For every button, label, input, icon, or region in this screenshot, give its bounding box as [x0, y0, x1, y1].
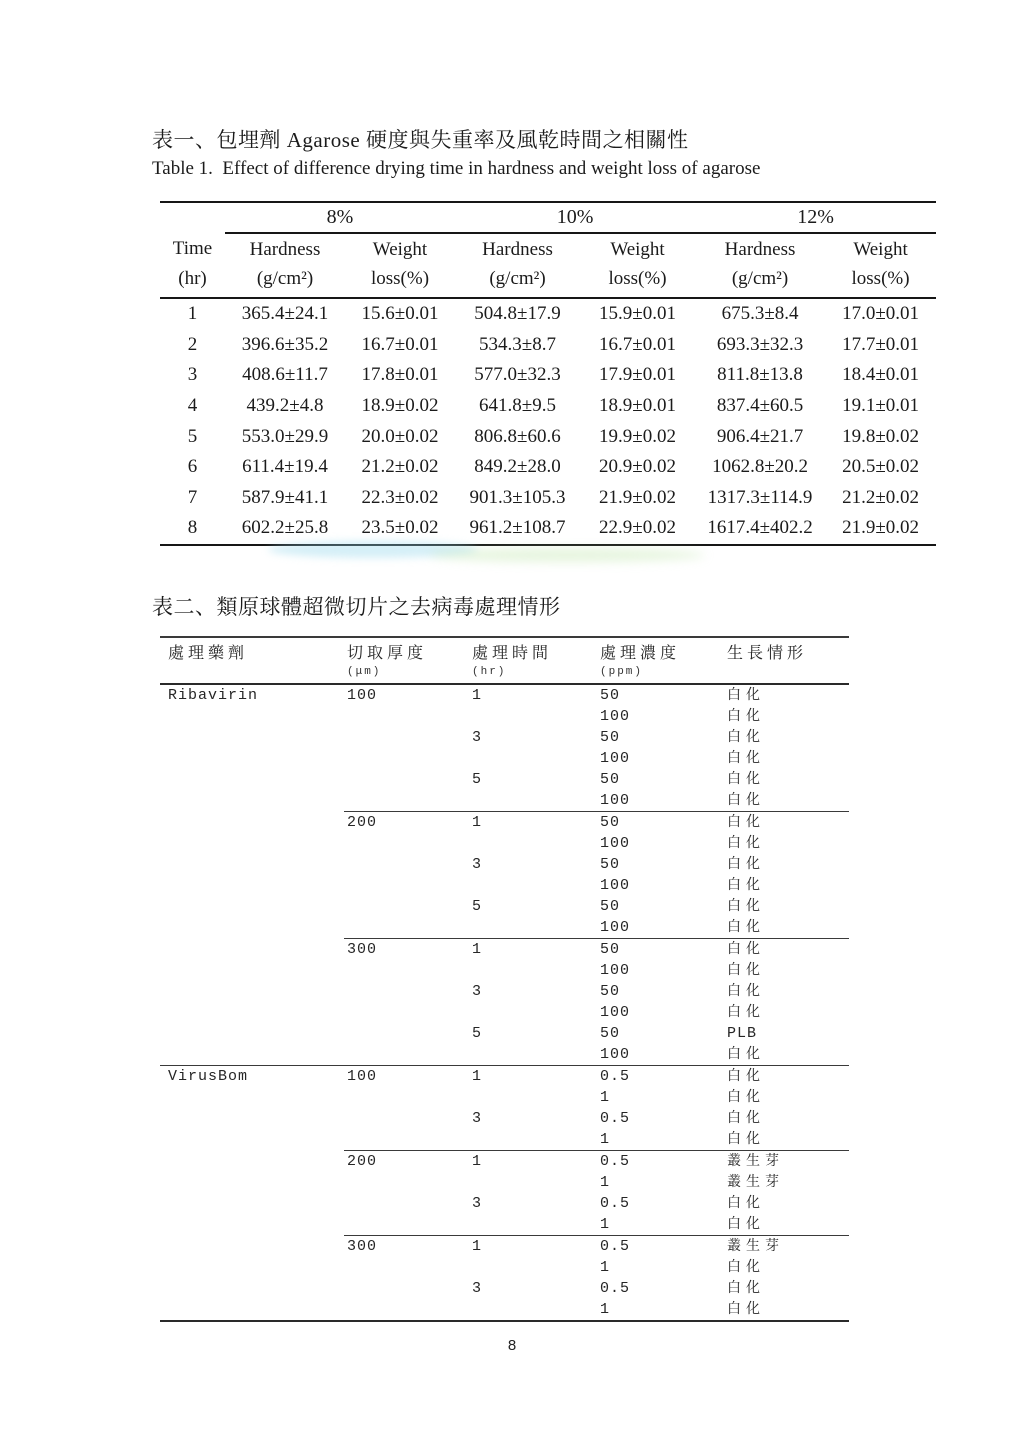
- cell: 白化: [727, 1047, 765, 1062]
- cell: 50: [597, 939, 724, 961]
- cell: 18.9±0.02: [361, 395, 439, 417]
- cell: 白化: [727, 1005, 765, 1020]
- cell: 白化: [727, 1090, 765, 1105]
- cell: 1: [600, 1216, 611, 1233]
- table-row: [160, 1236, 849, 1258]
- group-header-8pct: 8%: [225, 202, 455, 233]
- cell: 白化: [727, 1217, 765, 1232]
- cell: [469, 1129, 597, 1151]
- table-row: [160, 748, 849, 769]
- cell: 21.2±0.02: [361, 456, 439, 478]
- table-row: [160, 1002, 849, 1023]
- table-row: [160, 706, 849, 727]
- cell: 408.6±11.7: [242, 364, 328, 386]
- cell: 18.9±0.01: [599, 395, 676, 417]
- cell: [160, 1236, 344, 1258]
- table-row: [160, 939, 849, 961]
- cell: [344, 1087, 469, 1108]
- col-header-section-thickness: 切取厚度 (μm): [344, 637, 469, 684]
- cell: 19.9±0.02: [599, 425, 676, 447]
- cell: [344, 727, 469, 748]
- table-row: [160, 812, 849, 834]
- cell: PLB: [727, 1025, 758, 1042]
- cell: [469, 748, 597, 769]
- cell: 23.5±0.02: [361, 517, 439, 539]
- cell: [344, 1299, 469, 1321]
- cell: [160, 1044, 344, 1066]
- cell: [344, 833, 469, 854]
- cell: 白化: [724, 939, 849, 961]
- cell: [160, 1172, 344, 1193]
- cell: [160, 1257, 344, 1278]
- cell: 3: [472, 1195, 483, 1212]
- table1-caption-en: Table 1. Effect of difference drying time in hardness and weight loss of agarose: [152, 158, 761, 179]
- cell: 白化: [727, 899, 765, 914]
- cell: 365.4±24.1: [241, 303, 329, 325]
- cell: 675.3±8.4: [721, 303, 799, 325]
- table-row: [160, 790, 849, 812]
- cell: 1: [187, 303, 198, 325]
- cell: 1617.4±402.2: [707, 517, 813, 539]
- table-row: [160, 513, 936, 545]
- table1-column-header-row: [160, 233, 936, 298]
- cell: 1: [469, 939, 597, 961]
- cell: 837.4±60.5: [716, 395, 804, 417]
- cell: [469, 1087, 597, 1108]
- table1-group-header-row: [160, 202, 936, 233]
- cell: 100: [600, 750, 631, 767]
- cell: 300: [344, 939, 469, 961]
- cell: 3: [472, 1110, 483, 1127]
- table-row: [160, 1278, 849, 1299]
- cell: 白化: [727, 963, 765, 978]
- cell: 1: [469, 1236, 597, 1258]
- cell: 白化: [727, 1111, 765, 1126]
- table-row: [160, 1087, 849, 1108]
- cell: 534.3±8.7: [479, 333, 556, 355]
- cell: 19.1±0.01: [842, 395, 919, 417]
- table-row: [160, 1257, 849, 1278]
- cell: 20.0±0.02: [361, 425, 439, 447]
- cell: [344, 1002, 469, 1023]
- cell: [160, 854, 344, 875]
- cell: 5: [472, 1025, 483, 1042]
- cell: 1: [469, 1066, 597, 1088]
- cell: 100: [600, 919, 631, 936]
- col-header-weight-8: Weight loss(%): [345, 233, 455, 298]
- cell: [160, 748, 344, 769]
- table-row: [160, 1214, 849, 1236]
- cell: 587.9±41.1: [241, 486, 329, 508]
- cell: [469, 875, 597, 896]
- group-header-12pct: 12%: [695, 202, 936, 233]
- cell: [160, 939, 344, 961]
- cell: 白化: [727, 857, 765, 872]
- cell: 100: [347, 687, 378, 704]
- cell: 50: [600, 983, 621, 1000]
- cell: [160, 1193, 344, 1214]
- cell: [344, 769, 469, 790]
- cell: 3: [472, 983, 483, 1000]
- cell: [160, 727, 344, 748]
- cell: 100: [600, 877, 631, 894]
- cell: [344, 790, 469, 812]
- cell: 叢生芽: [727, 1175, 784, 1190]
- table2-body: [160, 684, 849, 1321]
- cell: [469, 1172, 597, 1193]
- cell: 21.9±0.02: [599, 486, 676, 508]
- cell: 50: [600, 898, 621, 915]
- cell: 100: [600, 1004, 631, 1021]
- cell: 白化: [727, 793, 765, 808]
- cell: [344, 706, 469, 727]
- table-row: [160, 298, 936, 330]
- table-row: [160, 684, 849, 706]
- cell: [160, 706, 344, 727]
- cell: 白化: [727, 709, 765, 724]
- cell: [160, 1002, 344, 1023]
- cell: [469, 833, 597, 854]
- cell: [344, 1257, 469, 1278]
- col-header-treatment-time: 處理時間 (hr): [469, 637, 597, 684]
- cell: 7: [187, 486, 198, 508]
- cell: 8: [187, 517, 198, 539]
- table-row: [160, 360, 936, 391]
- table-row: [160, 1023, 849, 1044]
- cell: 16.7±0.01: [361, 333, 439, 355]
- cell: 3: [472, 729, 483, 746]
- cell: [344, 854, 469, 875]
- cell: [160, 1214, 344, 1236]
- cell: 白化: [727, 730, 765, 745]
- cell: 17.9±0.01: [599, 364, 676, 386]
- cell: 白化: [727, 878, 765, 893]
- cell: 906.4±21.7: [716, 425, 804, 447]
- table-row: [160, 1108, 849, 1129]
- cell: 0.5: [597, 1236, 724, 1258]
- cell: [469, 1299, 597, 1321]
- cell: 19.8±0.02: [842, 425, 919, 447]
- cell: 21.2±0.02: [842, 486, 919, 508]
- table-row: [160, 875, 849, 896]
- cell: 5: [472, 771, 483, 788]
- cell: [160, 833, 344, 854]
- cell: 693.3±32.3: [716, 333, 804, 355]
- cell: [344, 1278, 469, 1299]
- cell: 1062.8±20.2: [712, 456, 808, 478]
- cell: 806.8±60.6: [474, 425, 561, 447]
- table-row: [160, 421, 936, 452]
- cell: [344, 917, 469, 939]
- table1-caption-zh: 表一、包埋劑 Agarose 硬度與失重率及風乾時間之相關性: [152, 128, 689, 152]
- cell: 白化: [727, 688, 765, 703]
- cell: [344, 896, 469, 917]
- cell: 0.5: [597, 1066, 724, 1088]
- table-row: [160, 483, 936, 514]
- cell: [160, 1023, 344, 1044]
- cell: 553.0±29.9: [241, 425, 329, 447]
- cell: 白化: [727, 920, 765, 935]
- cell: 1: [600, 1089, 611, 1106]
- cell: [160, 812, 344, 834]
- cell: [160, 1087, 344, 1108]
- cell: 白化: [727, 984, 765, 999]
- cell: 叢生芽: [724, 1151, 849, 1173]
- cell: 白化: [727, 1196, 765, 1211]
- cell: [160, 790, 344, 812]
- cell: 白化: [727, 751, 765, 766]
- cell: 18.4±0.01: [842, 364, 919, 386]
- scan-smudge-green: [430, 548, 705, 562]
- table-row: [160, 981, 849, 1002]
- cell: 0.5: [600, 1195, 631, 1212]
- table-row: [160, 854, 849, 875]
- cell: [344, 1023, 469, 1044]
- cell: 50: [597, 812, 724, 834]
- cell: 白化: [727, 1132, 765, 1147]
- cell: 17.7±0.01: [842, 333, 919, 355]
- cell: 白化: [727, 1302, 765, 1317]
- cell: [160, 981, 344, 1002]
- cell: 1: [469, 812, 597, 834]
- cell: [344, 1172, 469, 1193]
- cell: [469, 1214, 597, 1236]
- cell: 0.5: [600, 1110, 631, 1127]
- cell: 641.8±9.5: [479, 395, 556, 417]
- col-header-hardness-8: Hardness (g/cm²): [225, 233, 345, 298]
- cell: [469, 1044, 597, 1066]
- cell: [160, 1129, 344, 1151]
- cell: [344, 875, 469, 896]
- cell: 3: [472, 1280, 483, 1297]
- cell: 50: [600, 1025, 621, 1042]
- cell: 300: [344, 1236, 469, 1258]
- cell: 100: [600, 792, 631, 809]
- cell: 5: [187, 425, 198, 447]
- cell: VirusBom: [160, 1066, 344, 1088]
- cell: 901.3±105.3: [469, 486, 566, 508]
- group-header-10pct: 10%: [455, 202, 695, 233]
- cell: 100: [600, 835, 631, 852]
- cell: [469, 960, 597, 981]
- table-row: [160, 452, 936, 483]
- page-number: 8: [507, 1337, 517, 1354]
- cell: 17.8±0.01: [361, 364, 439, 386]
- cell: 961.2±108.7: [469, 517, 566, 539]
- col-header-growth-condition: 生長情形: [724, 637, 849, 684]
- cell: 1: [600, 1259, 611, 1276]
- cell: 439.2±4.8: [246, 395, 324, 417]
- cell: 22.9±0.02: [599, 517, 676, 539]
- table-row: [160, 727, 849, 748]
- cell: 20.5±0.02: [842, 456, 919, 478]
- table2-header-row: [160, 637, 849, 684]
- table-row: [160, 391, 936, 422]
- table-row: [160, 833, 849, 854]
- cell: [160, 1151, 344, 1173]
- cell: [344, 1193, 469, 1214]
- cell: [344, 1108, 469, 1129]
- cell: [344, 1214, 469, 1236]
- table-row: [160, 1066, 849, 1088]
- table-row: [160, 917, 849, 939]
- cell: 0.5: [597, 1151, 724, 1173]
- cell: 100: [600, 1046, 631, 1063]
- cell: 白化: [727, 1260, 765, 1275]
- cell: 1317.3±114.9: [707, 486, 813, 508]
- cell: 602.2±25.8: [241, 517, 329, 539]
- cell: 504.8±17.9: [474, 303, 561, 325]
- cell: 3: [187, 364, 198, 386]
- col-header-weight-12: Weight loss(%): [825, 233, 936, 298]
- col-header-hardness-10: Hardness (g/cm²): [455, 233, 580, 298]
- cell: [160, 1278, 344, 1299]
- table1-body: [160, 298, 936, 545]
- cell: 1: [600, 1131, 611, 1148]
- cell: 100: [344, 1066, 469, 1088]
- cell: [469, 1257, 597, 1278]
- cell: 200: [344, 1151, 469, 1173]
- table-row: [160, 1172, 849, 1193]
- table-row: [160, 1129, 849, 1151]
- cell: [344, 960, 469, 981]
- cell: 849.2±28.0: [474, 456, 561, 478]
- cell: [160, 917, 344, 939]
- cell: 1: [472, 687, 483, 704]
- cell: [344, 1044, 469, 1066]
- table2-caption-zh: 表二、類原球體超微切片之去病毒處理情形: [152, 595, 561, 619]
- cell: [344, 1129, 469, 1151]
- cell: 396.6±35.2: [241, 333, 329, 355]
- cell: 50: [600, 771, 621, 788]
- col-header-treatment-concentration: 處理濃度 (ppm): [597, 637, 724, 684]
- cell: [469, 917, 597, 939]
- cell: 0.5: [600, 1280, 631, 1297]
- cell: 白化: [727, 772, 765, 787]
- cell: [160, 875, 344, 896]
- table-row: [160, 1044, 849, 1066]
- table-row: [160, 1151, 849, 1173]
- cell: 白化: [727, 836, 765, 851]
- cell: 50: [600, 856, 621, 873]
- virus-treatment-table: [160, 636, 849, 1322]
- cell: Ribavirin: [168, 687, 259, 704]
- cell: 21.9±0.02: [842, 517, 919, 539]
- cell: 50: [600, 729, 621, 746]
- table-row: [160, 1193, 849, 1214]
- hardness-weight-table: [160, 201, 936, 546]
- cell: 5: [472, 898, 483, 915]
- cell: 100: [600, 962, 631, 979]
- cell: 4: [187, 395, 198, 417]
- cell: [469, 1002, 597, 1023]
- cell: 白化: [727, 1281, 765, 1296]
- cell: 100: [600, 708, 631, 725]
- cell: 200: [344, 812, 469, 834]
- cell: 22.3±0.02: [361, 486, 439, 508]
- cell: 17.0±0.01: [842, 303, 919, 325]
- cell: 1: [600, 1174, 611, 1191]
- cell: 50: [600, 687, 621, 704]
- table-row: [160, 960, 849, 981]
- cell: 3: [472, 856, 483, 873]
- cell: 白化: [724, 812, 849, 834]
- cell: [469, 706, 597, 727]
- empty-corner-cell: [160, 202, 225, 233]
- table-row: [160, 769, 849, 790]
- cell: [160, 960, 344, 981]
- cell: [160, 896, 344, 917]
- table-row: [160, 896, 849, 917]
- cell: 白化: [724, 1066, 849, 1088]
- cell: [469, 790, 597, 812]
- cell: 1: [469, 1151, 597, 1173]
- col-header-treatment-agent: 處理藥劑: [160, 637, 344, 684]
- col-header-time: Time (hr): [160, 233, 225, 298]
- cell: [344, 748, 469, 769]
- cell: [344, 981, 469, 1002]
- table-row: [160, 330, 936, 361]
- table-row: [160, 1299, 849, 1321]
- cell: 611.4±19.4: [242, 456, 328, 478]
- cell: 2: [187, 333, 198, 355]
- cell: 577.0±32.3: [474, 364, 561, 386]
- cell: 20.9±0.02: [599, 456, 676, 478]
- cell: [160, 1299, 344, 1321]
- col-header-weight-10: Weight loss(%): [580, 233, 695, 298]
- cell: 6: [187, 456, 198, 478]
- cell: 16.7±0.01: [599, 333, 676, 355]
- cell: 811.8±13.8: [717, 364, 803, 386]
- cell: 1: [600, 1301, 611, 1318]
- col-header-hardness-12: Hardness (g/cm²): [695, 233, 825, 298]
- cell: 15.6±0.01: [361, 303, 439, 325]
- cell: [160, 1108, 344, 1129]
- cell: 叢生芽: [724, 1236, 849, 1258]
- cell: 15.9±0.01: [599, 303, 676, 325]
- cell: [160, 769, 344, 790]
